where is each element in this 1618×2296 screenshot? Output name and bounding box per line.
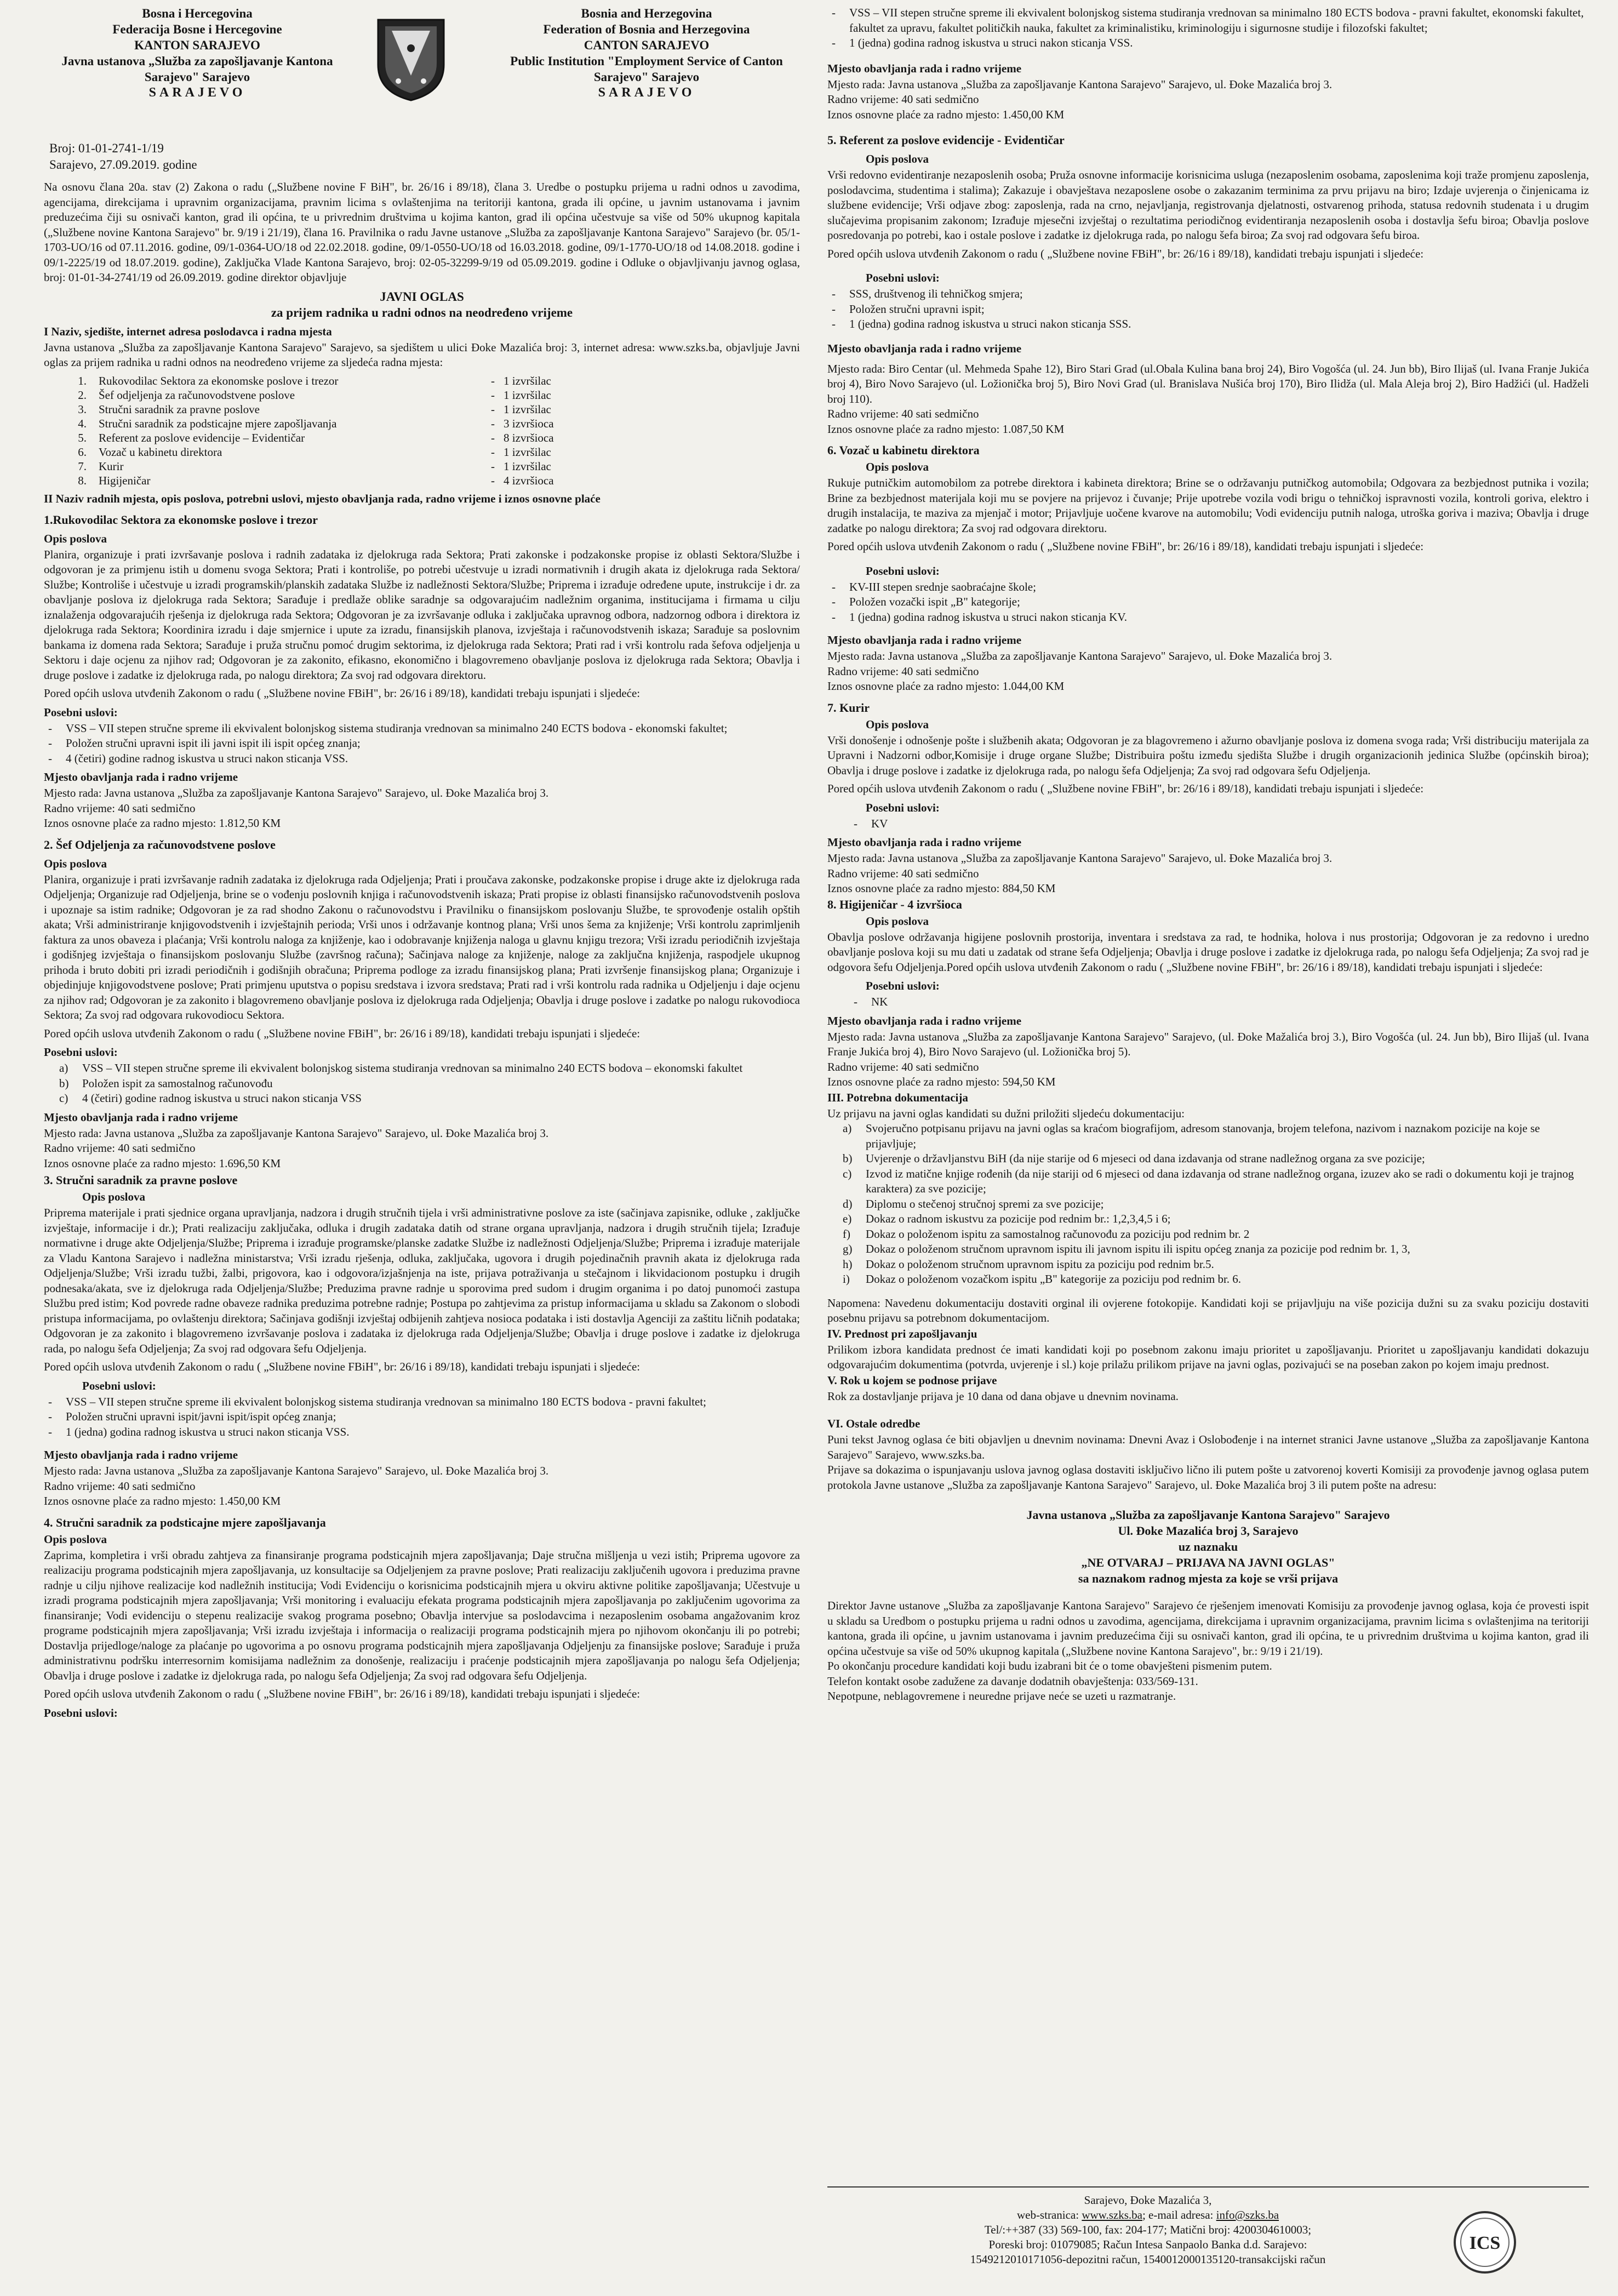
job-title: 3. Stručni saradnik za pravne poslove — [44, 1173, 238, 1187]
job-description: Vrši redovno evidentiranje nezaposlenih osoba; Pruža osnovne informacije korisnicima usluga (nezaposlenim osobama, zaposlenima koji traže promjenu zaposlenja, poslodavcima, studentima i stalima); Zakazuje i obavještava nezaposlene osobe o zakazanim terminima za prvu prijavu na biro; Izdaje uvjerenja o činjenicama iz službene evidencije; Vrši odjave zbog: zaposlenja, rada na crno, nejavljanja, registrovanja djelatnosti, ostvarenog prihoda, statusa redovnih studenata i u drugim slučajevima propisanim zakonom; Izrađuje mjesečni izvještaj o rezultatima periodičnog evidentiranja nezaposlenih osoba i dostavlja šefu biroa; Obavlja poslove posredovanja po potrebi, kao i ostale poslove i zadatke iz djelokruga rada, po nalogu šefa biroa; Za svoj rad odgovara šefu biroa. — [827, 168, 1589, 242]
section-title: VI. Ostale odredbe — [827, 1417, 921, 1430]
job-hours: Radno vrijeme: 40 sati sedmično — [827, 866, 979, 880]
job-label: Opis poslova — [866, 152, 929, 165]
job-description: Rukuje putničkim automobilom za potrebe direktora i kabineta direktora; Brine se o održavanju putničkog automobila; Odgovara za bezbjednost putnika i vozila; Brine za bezbjednost materijala koji mu se povjere na prijevoz i čuvanje; Prije upotrebe vozila vodi brigu o tehničkoj ispravnosti vozila, kontroli goriva, elektro i drugih instalacija, te maziva za mjenjač i motor; Prijavljuje uočene kvarove na automobilu; Vodi evidenciju putnih naloga, utroška goriva i maziva; Obavlja i druge zadatke po nalogu direktora; Za svoj rad odgovara direktoru. — [827, 476, 1589, 535]
positions-table — [44, 374, 558, 488]
section-title: I Naziv, sjedište, internet adresa poslodavca i radna mjesta — [44, 324, 332, 338]
header-line: CANTON SARAJEVO — [584, 38, 710, 52]
footer-tax: Poreski broj: 01079085; Račun Intesa Sanpaolo Banka d.d. Sarajevo: — [988, 2238, 1307, 2251]
website-link[interactable]: www.szks.ba — [1082, 2208, 1142, 2221]
job-conditions-intro: Pored općih uslova utvđenih Zakonom o radu ( „Službene novine FBiH", br: 26/16 i 89/18), kandidati trebaju ispunjati i sljedeće: — [44, 687, 641, 700]
list-item: b) Uvjerenje o državljanstvu BiH (da nije starije od 6 mjeseci od dana izdavanja od strane nadležnog organa za sve pozicije; — [843, 1152, 1425, 1165]
list-item: c) Izvod iz matične knjige rođenih (da nije stariji od 6 mjeseci od dana izdavanja od strane nadležnog organa, izuzev ako se radi o dokumentu koji je trajnog karaktera) za sve pozicije; — [843, 1167, 1574, 1195]
job-label: Mjesto obavljanja rada i radno vrijeme — [44, 770, 238, 784]
list-item: e) Dokaz o radnom iskustvu za pozicije pod rednim br.: 1,2,3,4,5 i 6; — [843, 1212, 1171, 1225]
header-line: Sarajevo" Sarajevo — [144, 70, 250, 84]
table-row: 8. Higijeničar - 4 izvršioca — [78, 473, 554, 487]
table-row: 4. Stručni saradnik za podsticajne mjere zapošljavanja - 3 izvršioca — [78, 416, 554, 430]
job-hours: Radno vrijeme: 40 sati sedmično — [827, 1060, 979, 1073]
job-description: Vrši donošenje i odnošenje pošte i službenih akata; Odgovoran je za blagovremeno i ažurno obavljanje poslova iz domena svoga rada; Vrši distribuciju materijala za Upravni i Nadzorni odbor,Komisije i druge organe Službe; Distribuira poštu između sjedišta Službe i drugih organizacionih jedinica Službe (općinskih biroa); Obavlja i druge poslove i zadatke iz djelokruga rada, po nalogu šefa Odjeljenja; Za svoj rad odgovara šefu Odjeljenja. — [827, 733, 1589, 777]
address-line: uz naznaku — [1178, 1540, 1238, 1553]
job-label: Opis poslova — [82, 1190, 145, 1203]
job-label: Mjesto obavljanja rada i radno vrijeme — [827, 341, 1022, 355]
job-location: Mjesto rada: Biro Centar (ul. Mehmeda Spahe 12), Biro Stari Grad (ul.Obala Kulina bana broj 24), Biro Vogošća (ul. 24. Jun bb), Biro Ilijaš (ul. Ivana Franje Jukića broj 4), Biro Novo Sarajevo (ul. Ložionička broj 5), Biro Novi Grad (ul. Branislava Nušića broj 170), Biro Ilidža (ul. Mala Aleja broj 2), Biro Hadžići (ul. Hadželi broj 110). — [827, 362, 1589, 405]
list-item: g) Dokaz o položenom stručnom upravnom ispitu ili javnom ispitu ili ispitu općeg znanja za pozicije pod rednim br. 1, 3, — [843, 1242, 1410, 1255]
table-row: 1. Rukovodilac Sektora za ekonomske poslove i trezor - 1 izvršilac — [78, 374, 551, 387]
header-line: SARAJEVO — [598, 85, 695, 100]
section-text: Prilikom izbora kandidata prednost će imati kandidati koji po posebnom zakonu imaju prioritet u zapošljavanju. Prioritet u zapošljavanju kandidati dokazuju odgovarajućim dokumentima (potvrda, uvjerenje i sl.) koje prilažu prilikom prijave na javni oglas, pozivajući se na poseban zakon po kojem imaju prednost. — [827, 1343, 1589, 1371]
job-salary: Iznos osnovne plaće za radno mjesto: 1.087,50 KM — [827, 422, 1065, 436]
job-hours: Radno vrijeme: 40 sati sedmično — [44, 1479, 196, 1493]
job-description: Planira, organizuje i prati izvršavanje radnih zadataka iz djelokruga rada Odjeljenja; Prati i proučava zakonske, podzakonske propise i druge akte iz djelokruga rada Odjeljenja; Organizuje rad Odjeljenja, brine se o vođenju poslovnih knjiga i računovodstvenih iskaza; Prati propise iz oblasti finansijsko računovodstvenih poslova i upoznaje sa istim radnike; Odgovoran je za rad shodno Zakonu o računovodstvu i Pravilniku o finansijskom poslovanju Službe, te sprovođenje ostalih opštih akata; Vrši administriranje knjigovodstvenih i izvještajnih perioda; Vrši unos i održavanje kontnog plana; Vrši unos šema za knjiženje; Vrši kontrolu zaprimljenih faktura za unos obaveza i plaćanja; Vrši kontrolu naloga za knjiženje, kao i odobravanje knjiženja naloga u glavnu knjigu trezora; Vrši izradu periodičnih izvještaja i godišnjeg izvještaja o finansijskom poslovanju Službe (završnog računa); Sačinjava naloge za knjiženje, naloge za zaključna knjiženja, raspodjele ukupnog prihoda i bruto dobiti pri izradi periodičnih i godišnjih obračuna; Priprema podloge za izradu finansijskog plana; Prati izvršenje finansijskog plana; Organizuje i objedinjuje knjigovodstvene poslove; Prati primjenu uputstva o popisu sredstava i izvora sredstava; Prati rad i vrši kontrolu rada radnika u Odjeljenju i daje ocjenu za njihov rad; Odgovoran je za zakonito i blagovremeno obavljanje poslova iz djelokruga rada Odjeljenja; Obavlja i druge poslove i zadatke po nalogu rukovodioca Sektora; Za svoj rad odgovara rukovodiocu Sektora. — [44, 872, 800, 1021]
job-label: Mjesto obavljanja rada i radno vrijeme — [827, 1014, 1022, 1027]
job-label: Mjesto obavljanja rada i radno vrijeme — [827, 633, 1022, 647]
job-location: Mjesto rada: Javna ustanova „Služba za zapošljavanje Kantona Sarajevo" Sarajevo, ul. Đoke Mazalića broj 3. — [44, 1126, 549, 1140]
header-line: Bosna i Hercegovina — [142, 7, 253, 20]
contact-phone: Telefon kontakt osobe zadužene za davanje dodatnih obavještenja: 033/569-131. — [827, 1674, 1198, 1688]
list-item: - Položen stručni upravni ispit; — [827, 302, 1589, 317]
job-label: Opis poslova — [44, 856, 107, 870]
right-column — [827, 0, 1589, 1704]
list-item: - VSS – VII stepen stručne spreme ili ekvivalent bolonjskog sistema studiranja vrednovan sa minimalno 180 ECTS bodova - pravni fakultet, ekonomski fakultet, fakultet za upravu, fakultet političkih nauka, fakultet za kriminalistiku, kriminologiju i sigurnosne studije i filozofski fakultet; — [827, 5, 1589, 36]
job-title: 1.Rukovodilac Sektora za ekonomske poslove i trezor — [44, 512, 318, 527]
job-label: Opis poslova — [866, 717, 929, 731]
job-salary: Iznos osnovne plaće za radno mjesto: 594,50 KM — [827, 1075, 1056, 1088]
job-label: Posebni uslovi: — [82, 1379, 156, 1392]
closing-paragraph: Nepotpune, neblagovremene i neuredne prijave neće se uzeti u razmatranje. — [827, 1689, 1176, 1703]
job-salary: Iznos osnovne plaće za radno mjesto: 884,50 KM — [827, 882, 1056, 895]
job-conditions-intro: Pored općih uslova utvđenih Zakonom o radu ( „Službene novine FBiH", br: 26/16 i 89/18), kandidati trebaju ispunjati i sljedeće: — [827, 540, 1424, 553]
header-line: SARAJEVO — [148, 85, 246, 100]
job-location: Mjesto rada: Javna ustanova „Služba za zapošljavanje Kantona Sarajevo" Sarajevo, ul. Đoke Mazalića broj 3. — [44, 786, 549, 799]
job-location: Mjesto rada: Javna ustanova „Služba za zapošljavanje Kantona Sarajevo" Sarajevo, (ul. Đoke Mažalića broj 3.), Biro Vogošća (ul. 24. Jun bb), Biro Ilijaš (ul. Ivana Franje Jukića broj 4), Biro Novo Sarajevo (ul. Ložionička broj 5). — [827, 1030, 1589, 1058]
job-conditions-intro: Pored općih uslova utvđenih Zakonom o radu ( „Službene novine FBiH", br: 26/16 i 89/18), kandidati trebaju ispunjati i sljedeće: — [827, 247, 1424, 260]
list-item: - SSS, društvenog ili tehničkog smjera; — [827, 287, 1589, 302]
header-line: KANTON SARAJEVO — [134, 38, 260, 52]
job-hours: Radno vrijeme: 40 sati sedmično — [827, 407, 979, 420]
job-hours: Radno vrijeme: 40 sati sedmično — [44, 801, 196, 815]
mailing-address — [827, 1507, 1589, 1586]
job-label: Mjesto obavljanja rada i radno vrijeme — [44, 1448, 238, 1461]
list-item: - VSS – VII stepen stručne spreme ili ekvivalent bolonjskog sistema studiranja vrednovan sa minimalno 240 ECTS bodova - ekonomski fakultet; — [44, 721, 800, 736]
job-label: Opis poslova — [866, 914, 929, 928]
section-note: Napomena: Navedenu dokumentaciju dostaviti orginal ili ovjerene fotokopije. Kandidati koji se prijavljuju na više pozicija dužni su za svaku poziciju dostaviti posebnu prijavu sa potrebnom dokumentacijom. — [827, 1296, 1589, 1324]
job-conditions-intro: Pored općih uslova utvđenih Zakonom o radu ( „Službene novine FBiH", br: 26/16 i 89/18), kandidati trebaju ispunjati i sljedeće: — [44, 1687, 641, 1700]
job-title: 4. Stručni saradnik za podsticajne mjere zapošljavanja — [44, 1515, 326, 1529]
list-item: - 1 (jedna) godina radnog iskustva u struci nakon sticanja SSS. — [827, 317, 1589, 332]
list-item: - NK — [849, 995, 1589, 1010]
closing-paragraph: Direktor Javne ustanove „Služba za zapošljavanje Kantona Sarajevo" Sarajevo će rješenjem imenovati Komisiju za provođenje javnog oglasa, koja će provesti ispit u skladu sa Uredbom o postupku prijema u radni odnos u zavodima, agencijama, direkcijama i upravnim organizacijama, pravnim licima s ovlaštenjima na teritoriji kantona, grada ili općine, u javnim ustanovama i javnim preduzećima čiji su osnivači kanton, grad ili općina, te u privrednim društvima u kojima kanton, grad ili općina učestvuje sa više od 50% ukupnog kapitala („Službene novine Kantona Sarajevo", br.: 9/19 i 21/19). — [827, 1599, 1589, 1658]
section-text: Javna ustanova „Služba za zapošljavanje Kantona Sarajevo" Sarajevo, sa sjedištem u ulici Đoke Mazalića broj: 3, internet adresa: www.szks.ba, objavljuje Javni oglas za prijem radnika u radni odnos na neodređeno vrijeme za sljedeća radna mjesta: — [44, 340, 800, 369]
list-item: a) Svojeručno potpisanu prijavu na javni oglas sa kraćom biografijom, adresom stanovanja, brojem telefona, nazivom i naznakom pozicije na koje se prijavljuje; — [843, 1122, 1540, 1150]
intro-paragraph: Na osnovu člana 20a. stav (2) Zakona o radu („Službene novine F BiH", br. 26/16 i 89/18), člana 3. Uredbe o postupku prijema u radni odnos u zavodima, agencijama, direkcijama i upravnim organizacijama, pravnim licima s ovlaštenjima na teritoriji kantona, grada ili općine, u javnim ustanovama i javnim preduzećima čiji su osnivači kanton, grad ili općina, te u privrednim društvima u kojima kanton, grad ili općina učestvuje sa više od 50% ukupnog kapitala („Službene novine Kantona Sarajevo" br. 9/19 i 21/19), člana 16. Pravilnika o radu Javne ustanove „Služba za zapošljavanje Kantona Sarajevo" Sarajevo (br. 05/1-1703-UO/16 od 07.11.2016. godine, 09/1-0364-UO/18 od 22.02.2018. godine, 09/1-0550-UO/18 od 16.03.2018. godine, 09/1-1770-UO/18 od 14.08.2018. godine i 09/1-2225/19 od 18.07.2019. godine), Zaključka Vlade Kantona Sarajevo, broj: 02-05-32299-9/19 od 05.09.2019. godine i Odluke o objavljivanju javnog oglasa, broj: 01-01-34-2741/19 od 26.09.2019. godine direktor objavljuje — [44, 180, 800, 284]
document-meta — [49, 140, 800, 173]
job-conditions — [827, 995, 1589, 1010]
section-title: II Naziv radnih mjesta, opis poslova, potrebni uslovi, mjesto obavljanja rada, radno vrijeme i iznos osnovne plaće — [44, 492, 601, 505]
header-line: Federation of Bosnia and Herzegovina — [543, 22, 750, 36]
address-line: sa naznakom radnog mjesta za koje se vrši prijava — [1078, 1572, 1339, 1585]
page-subtitle: za prijem radnika u radni odnos na neodređeno vrijeme — [271, 305, 573, 319]
page-footer — [827, 2186, 1589, 2292]
job-conditions — [44, 1395, 800, 1440]
list-item: - 4 (četiri) godine radnog iskustva u struci nakon sticanja VSS. — [44, 751, 800, 767]
table-row: 2. Šef odjeljenja za računovodstvene poslove - 1 izvršilac — [78, 388, 551, 402]
letterhead-english — [493, 5, 800, 101]
job-hours: Radno vrijeme: 40 sati sedmično — [44, 1141, 196, 1155]
job-label: Opis poslova — [866, 460, 929, 473]
letterhead-bosnian — [44, 5, 351, 101]
job-label: Posebni uslovi: — [44, 705, 118, 719]
closing-paragraph: Po okončanju procedure kandidati koji budu izabrani bit će o tome obavješteni pismenim putem. — [827, 1659, 1272, 1672]
job-salary: Iznos osnovne plaće za radno mjesto: 1.450,00 KM — [44, 1494, 281, 1507]
address-line: Javna ustanova „Služba za zapošljavanje Kantona Sarajevo" Sarajevo — [1026, 1508, 1390, 1522]
job-title: 7. Kurir — [827, 700, 870, 715]
left-column — [44, 0, 800, 1722]
table-row: 5. Referent za poslove evidencije – Evidentičar - 8 izvršioca — [78, 431, 554, 444]
job-location: Mjesto rada: Javna ustanova „Služba za zapošljavanje Kantona Sarajevo" Sarajevo, ul. Đoke Mazalića broj 3. — [827, 649, 1333, 662]
table-row: 3. Stručni saradnik za pravne poslove - 1 izvršilac — [78, 402, 551, 416]
email-link[interactable]: info@szks.ba — [1216, 2208, 1279, 2221]
address-line: „NE OTVARAJ – PRIJAVA NA JAVNI OGLAS" — [1081, 1556, 1335, 1569]
footer-bank: 1549212010171056-depozitni račun, 1540012000135120-transakcijski račun — [970, 2253, 1326, 2266]
job-conditions — [827, 580, 1589, 625]
job-label: Opis poslova — [44, 1532, 107, 1546]
job-hours: Radno vrijeme: 40 sati sedmično — [827, 93, 979, 106]
list-item: - Položen vozački ispit „B" kategorije; — [827, 595, 1589, 610]
document-number: Broj: 01-01-2741-1/19 — [49, 141, 164, 155]
list-item: - KV-III stepen srednje saobraćajne škole; — [827, 580, 1589, 595]
job-label: Opis poslova — [44, 532, 107, 545]
job-description: Priprema materijale i prati sjednice organa upravljanja, nadzora i drugih stručnih tijela i vrši administrativne poslove za iste (sačinjava zapisnike, odluke , zaključke izvještaje, informacije i dr.); Prati realizaciju zaključaka, odluka i drugih zadataka datih od strane organa upravljanja, nadzora i drugih stručnih tijela; Izrađuje normativne i druge akte Odjeljenja/Službe; Priprema i izrađuje programske/planske zadatke Službe iz nadležnosti Odjeljenja/Službe; Priprema i izrađuje materijale za Vladu Kantona Sarajevo i nadležna ministarstva; Vrši izradu rješenja, odluka, zaključaka, ugovora i drugih pojedinačnih pravnih akata iz djelokruga rada Odjeljenja/Službe; Vrši izradu tužbi, žalbi, prigovora, kao i odgovora/izjašnjenja na iste, prijava potraživanja u stečajnom i likvidacionom postupku i drugih podnesaka/akata, sve iz djelokruga rada Odjeljenja/Službe; Preduzima pravne radnje u sporovima pred sudom i drugim organima i po datoj punomoći zastupa Službu pred istim; Kod povrede radne obaveze radnika preduzima potrebne radnje; Postupa po zahtjevima za pristup informacijama u skladu sa Zakonom o slobodi pristupa informacijama, po ovlaštenju direktora; Sačinjava godišnji izvještaj odbijenih zahtjeva nosioca podataka i isti dostavlja Agenciji za zaštitu ličnih podataka; Odgovoran je za zakonito i blagovremeno izvršavanje poslova i zadataka iz djelokruga rada Odjeljenja/Službe; Obavlja i druge poslove i zadatke iz djelokruga rada, po nalogu šefa Odjeljenja; Za svoj rad odgovara šefu Odjeljenja. — [44, 1206, 800, 1355]
list-item: i) Dokaz o položenom vozačkom ispitu „B" kategorije za poziciju pod rednim br. 6. — [843, 1272, 1242, 1286]
job-title: 8. Higijeničar - 4 izvršioca — [827, 897, 962, 911]
header-line: Bosnia and Herzegovina — [581, 7, 712, 20]
document-date: Sarajevo, 27.09.2019. godine — [49, 158, 197, 172]
job-salary: Iznos osnovne plaće za radno mjesto: 1.696,50 KM — [44, 1156, 281, 1170]
section-text: Rok za dostavljanje prijava je 10 dana od dana objave u dnevnim novinama. — [827, 1389, 1179, 1403]
job-conditions — [44, 721, 800, 767]
job-label: Posebni uslovi: — [866, 801, 940, 814]
section-text: Puni tekst Javnog oglasa će biti objavljen u dnevnim novinama: Dnevni Avaz i Oslobođenje i na internet stranici Javne ustanove „Služba za zapošljavanje Kantona Sarajevo" Sarajevo, www.szks.ba. — [827, 1433, 1589, 1461]
list-item: - 1 (jedna) godina radnog iskustva u struci nakon sticanja KV. — [827, 610, 1589, 625]
job-label: Posebni uslovi: — [44, 1706, 118, 1720]
job-label: Posebni uslovi: — [866, 979, 940, 992]
ics-certification-logo-icon — [1452, 2209, 1518, 2275]
job-hours: Radno vrijeme: 40 sati sedmično — [827, 664, 979, 678]
list-item: c) 4 (četiri) godine radnog iskustva u struci nakon sticanja VSS — [59, 1092, 362, 1105]
table-row: 6. Vozač u kabinetu direktora - 1 izvršilac — [78, 445, 551, 459]
footer-web — [827, 2208, 1468, 2223]
address-line: Ul. Đoke Mazalića broj 3, Sarajevo — [1118, 1524, 1299, 1538]
job-title: 6. Vozač u kabinetu direktora — [827, 443, 980, 457]
list-item: - 1 (jedna) godina radnog iskustva u struci nakon sticanja VSS. — [44, 1425, 800, 1440]
job-location: Mjesto rada: Javna ustanova „Služba za zapošljavanje Kantona Sarajevo" Sarajevo, ul. Đoke Mazalića broj 3. — [827, 77, 1333, 91]
logo-text: ICS — [1469, 2233, 1501, 2253]
job-conditions — [827, 5, 1589, 51]
job-conditions-intro: Pored općih uslova utvđenih Zakonom o radu ( „Službene novine FBiH", br: 26/16 i 89/18), kandidati trebaju ispunjati i sljedeće: — [44, 1026, 641, 1040]
letterhead — [44, 5, 800, 137]
job-description: Planira, organizuje i prati izvršavanje poslova i radnih zadataka iz djelokruga rada Sektora; Prati zakonske i podzakonske propise iz oblasti Sektora/Službe i odgovoran je za primjenu istih u domenu svoga Sektora; Prati i kontroliše, po potrebi učestvuje u izradi normativnih i drugih akata iz djelokruga rada Sektora/ Službe; Kontroliše i učestvuje u izradi programskih/planskih zadataka Službe iz nadležnosti Sektora/Službe; Priprema i izrađuje određene upute, instrukcije i dr. za obavljanje poslova iz djelokruga rada Sektora; Sarađuje i predlaže oblike saradnje sa odgovarajućim nadležnim organima, institucijama i firmama u cilju iznalaženja odgovarajućih rješenja iz djelokruga rada Sektora; Odgovoran je za izvršavanje odluka i zaključaka upravnog odbora, nadzornog odbora i direktora iz djelokruga rada Sektora; Koordinira izradu i daje smjernice i upute za izradu, finansijskih planova, izvještaja i računovodstvenih iskaza; Sarađuje sa poslovnim bankama iz domena rada Sektora; Sarađuje i pruža stručnu pomoć drugim sektorima, iz djelokruga rada Sektora; Prati rad i vrši kontrolu rada šefova odjeljenja u Sektoru i daje ocjenu za njihov rad; Odgovoran je za zakonito, efikasno, ekonomično i blagovremeno obavljanje poslova iz djelokruga rada Sektora; Obavlja i druge poslove i zadatke iz djelokruga rada, po nalogu direktora; Za svoj rad odgovara direktoru. — [44, 547, 800, 682]
job-label: Mjesto obavljanja rada i radno vrijeme — [44, 1110, 238, 1124]
footer-contact: Tel/:++387 (33) 569-100, fax: 204-177; Matični broj: 4200304610003; — [984, 2223, 1312, 2236]
job-title: 5. Referent za poslove evidencije - Evidentičar — [827, 133, 1065, 147]
section-text: Uz prijavu na javni oglas kandidati su dužni priložiti sljedeću dokumentaciju: — [827, 1106, 1185, 1120]
job-location: Mjesto rada: Javna ustanova „Služba za zapošljavanje Kantona Sarajevo" Sarajevo, ul. Đoke Mazalića broj 3. — [44, 1464, 549, 1477]
section-text: Prijave sa dokazima o ispunjavanju uslova javnog oglasa dostaviti isključivo lično ili putem pošte u zatvorenoj koverti Komisiji za provođenje javnog oglasa putem protokola Javne ustanove „Služba za zapošljavanje Kantona Sarajevo" Sarajevo, ul. Đoke Mazalića broj 3 ili putem pošte na adresu: — [827, 1463, 1589, 1492]
job-conditions — [44, 1061, 800, 1106]
job-conditions — [827, 287, 1589, 332]
header-line: Public Institution "Employment Service of Canton — [510, 54, 783, 68]
coat-of-arms-icon — [370, 15, 452, 103]
list-item: - KV — [849, 816, 1589, 832]
job-label: Mjesto obavljanja rada i radno vrijeme — [827, 836, 1022, 849]
footer-label: web-stranica: — [1016, 2208, 1082, 2221]
section-title: V. Rok u kojem se podnose prijave — [827, 1373, 997, 1387]
job-description: Obavlja poslove održavanja higijene poslovnih prostorija, inventara i sredstava za rad, te hodnika, holova i nus prostorija; Odgovoran je za redovno i uredno obavljanje poslova koji su mu dati u zadatak od strane šefa Odjeljenja; Obavlja i druge poslove i zadatke iz djelokruga rada, po nalogu šefa Odjeljenja; Za svoj rad je odgovora šefu Odjeljenja.Pored općih uslova utvđenih Zakonom o radu ( „Službene novine FBiH", br: 26/16 i 89/18), kandidati trebaju ispunjati i sljedeće: — [827, 930, 1589, 974]
list-item: - VSS – VII stepen stručne spreme ili ekvivalent bolonjskog sistema studiranja vrednovan sa minimalno 180 ECTS bodova - pravni fakultet; — [44, 1395, 800, 1410]
section-title: III. Potrebna dokumentacija — [827, 1090, 968, 1104]
list-item: - 1 (jedna) godina radnog iskustva u struci nakon sticanja VSS. — [827, 36, 1589, 51]
list-item: - Položen stručni upravni ispit/javni ispit/ispit općeg znanja; — [44, 1409, 800, 1425]
list-item: b) Položen ispit za samostalnog računovođu — [59, 1076, 273, 1090]
header-line: Federacija Bosne i Hercegovine — [112, 22, 282, 36]
job-conditions — [827, 816, 1589, 832]
list-item: a) VSS – VII stepen stručne spreme ili ekvivalent bolonjskog sistema studiranja vrednovan sa minimalno 240 ECTS bodova – ekonomski fakultet — [59, 1061, 743, 1075]
job-label: Posebni uslovi: — [866, 564, 940, 578]
list-item: f) Dokaz o položenom ispitu za samostalnog računovođu za poziciju pod rednim br. 2 — [843, 1227, 1250, 1241]
page-title: JAVNI OGLAS — [380, 289, 464, 304]
job-label: Posebni uslovi: — [44, 1046, 118, 1059]
job-conditions-intro: Pored općih uslova utvđenih Zakonom o radu ( „Službene novine FBiH", br: 26/16 i 89/18), kandidati trebaju ispunjati i sljedeće: — [827, 782, 1424, 795]
job-salary: Iznos osnovne plaće za radno mjesto: 1.812,50 KM — [44, 816, 281, 830]
job-conditions-intro: Pored općih uslova utvđenih Zakonom o radu ( „Službene novine FBiH", br: 26/16 i 89/18), kandidati trebaju ispunjati i sljedeće: — [44, 1360, 641, 1373]
documents-list — [827, 1121, 1589, 1287]
job-location: Mjesto rada: Javna ustanova „Služba za zapošljavanje Kantona Sarajevo" Sarajevo, ul. Đoke Mazalića broj 3. — [827, 852, 1333, 865]
job-label: Mjesto obavljanja rada i radno vrijeme — [827, 61, 1022, 75]
list-item: h) Dokaz o položenom stručnom upravnom ispitu za poziciju pod rednim br.5. — [843, 1257, 1214, 1271]
footer-label: ; e-mail adresa: — [1142, 2208, 1216, 2221]
job-title: 2. Šef Odjeljenja za računovodstvene poslove — [44, 837, 276, 852]
list-item: - Položen stručni upravni ispit ili javni ispit ili ispit općeg znanja; — [44, 736, 800, 751]
job-description: Zaprima, kompletira i vrši obradu zahtjeva za finansiranje programa podsticajnih mjera zapošljavanja; Daje stručna mišljenja u vezi istih; Priprema ugovore za realizaciju programa podsticajnih mjera zapošljavanja, uz konsultacije sa Odjeljenjem za pravne poslove; Prati realizaciju zaključenih ugovora i preduzima pravne radnje u cilju njihove realizacije kod nadležnih institucija; Vodi Evidenciju o korisnicima podsticajnih mjera u okviru aktivne politike zapošljavanja; Učestvuje u izradi programa podsticajnih mjera zapošljavanja; Vrši monitoring i evaluaciju efekata programa podsticajnih mjera zapošljavanja po zaključenim ugovorima za finansiranje; Vodi evidenciju o stepenu realizacije svakog programa posebno; Obavlja intervjue sa poslodavcima i nezaposlenim osobama angažovanim kroz programe podsticajnih mjera zapošljavanja; Vrši izradu izvještaja i informacija o realizaciji programa podsticajnih mjera po njihovom okončanju ili po potrebi; Dostavlja prijedloge/naloge za plaćanje po ugovorima a po osnovu programa podsticajnih mjera zapošljavanja Odjeljenju za finansijske poslove; Sarađuje i pruža administrativnu podršku interresornim komisijama nadležnim za donošenje, realizaciju i praćenje podsticajnih mjera zapošljavanja po nalogu šefa Odjeljenja; Obavlja i druge poslove i zadatke iz djelokruga rada, po nalogu šefa Odjeljenja; Za svoj rad odgovara šefu Odjeljenja. — [44, 1548, 800, 1682]
section-title: IV. Prednost pri zapošljavanju — [827, 1327, 977, 1340]
header-line: Sarajevo" Sarajevo — [593, 70, 700, 84]
footer-address: Sarajevo, Đoke Mazalića 3, — [1084, 2194, 1212, 2207]
header-line: Javna ustanova „Služba za zapošljavanje Kantona — [61, 54, 333, 68]
job-label: Posebni uslovi: — [866, 271, 940, 284]
table-row: 7. Kurir - 1 izvršilac — [78, 459, 551, 473]
list-item: d) Diplomu o stečenoj stručnoj spremi za sve pozicije; — [843, 1197, 1104, 1210]
job-salary: Iznos osnovne plaće za radno mjesto: 1.044,00 KM — [827, 679, 1065, 693]
job-salary: Iznos osnovne plaće za radno mjesto: 1.450,00 KM — [827, 107, 1065, 121]
